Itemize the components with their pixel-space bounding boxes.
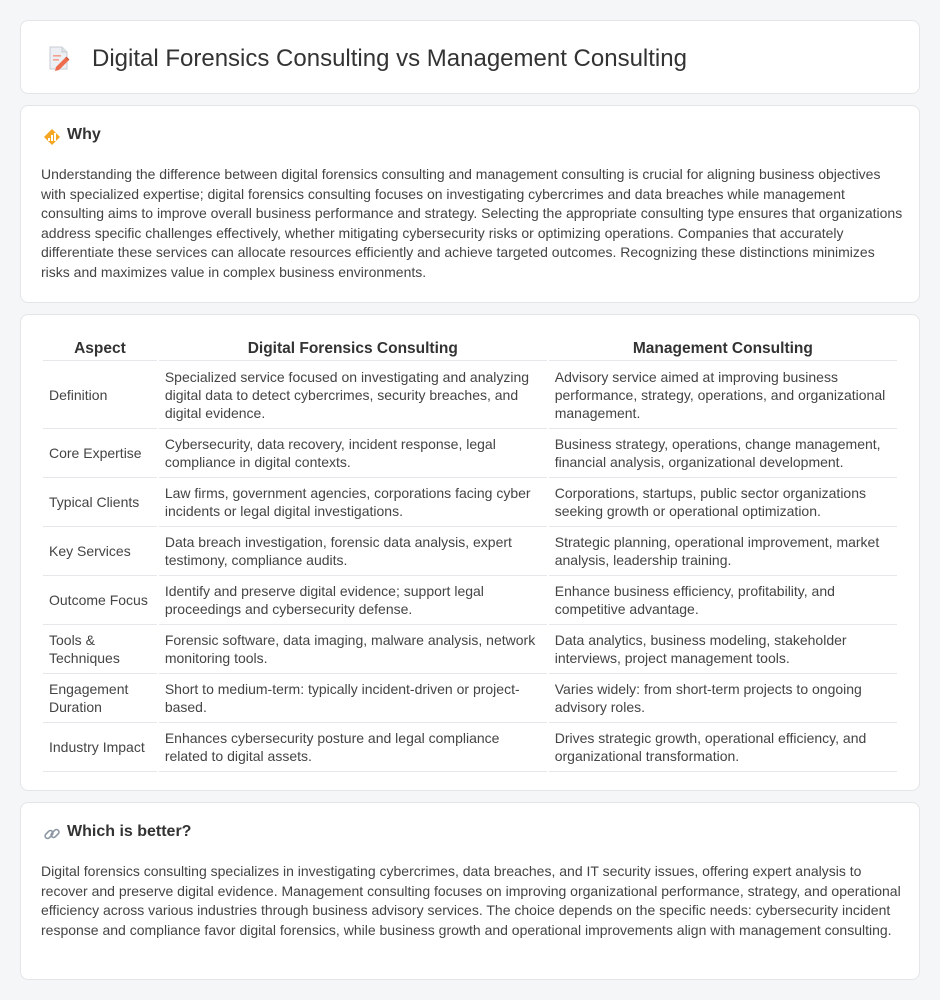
document-pencil-icon (47, 45, 71, 71)
table-row (43, 529, 897, 576)
which-is-better-text: Digital forensics consulting specializes in investigating cybercrimes, data breaches, and IT security issues, offering expert analysis to recover and preserve digital evidence. Management consulting focuses on improving organizational performance, strategy, and operational efficiency across various industries through business advisory services. The choice depends on the specific needs: cybersecurity incident response and compliance favor digital forensics, while business growth and operational improvements align with management consulting. (41, 863, 901, 938)
digital-forensics-cell: Specialized service focused on investigating and analyzing digital data to detect cybercrimes, security breaches, and digital evidence. (159, 363, 547, 429)
comparison-section (20, 314, 920, 791)
page-title: Digital Forensics Consulting vs Management Consulting (92, 45, 687, 72)
which-is-better-section (20, 802, 920, 980)
management-consulting-cell: Drives strategic growth, operational efficiency, and organizational transformation. (549, 725, 897, 772)
management-consulting-cell: Data analytics, business modeling, stakeholder interviews, project management tools. (549, 627, 897, 674)
digital-forensics-cell: Law firms, government agencies, corporations facing cyber incidents or legal digital investigations. (159, 480, 547, 527)
management-consulting-cell: Corporations, startups, public sector organizations seeking growth or operational optimization. (549, 480, 897, 527)
aspect-cell: Key Services (43, 529, 157, 576)
header-management-consulting: Management Consulting (549, 338, 897, 361)
aspect-cell: Tools & Techniques (43, 627, 157, 674)
aspect-cell: Outcome Focus (43, 578, 157, 625)
diamond-signal-icon (43, 128, 61, 146)
why-text: Understanding the difference between digital forensics consulting and management consulting is crucial for aligning business objectives with specialized expertise; digital forensics consulting focuses on investigating cybercrimes and data breaches while management consulting aims to improve overall business performance and strategy. Selecting the appropriate consulting type ensures that organizations address specific challenges effectively, whether mitigating cybersecurity risks or optimizing operations. Companies that accurately differentiate these services can allocate resources efficiently and achieve targeted outcomes. Recognizing these distinctions minimizes risks and maximizes value in complex business environments. (41, 166, 903, 280)
table-row (43, 578, 897, 625)
header-aspect: Aspect (43, 338, 157, 361)
table-header-row (43, 338, 897, 361)
table-row (43, 480, 897, 527)
aspect-cell: Definition (43, 363, 157, 429)
header-digital-forensics: Digital Forensics Consulting (159, 338, 547, 361)
aspect-cell: Core Expertise (43, 431, 157, 478)
header-card (20, 20, 920, 94)
digital-forensics-cell: Data breach investigation, forensic data analysis, expert testimony, compliance audits. (159, 529, 547, 576)
table-row (43, 627, 897, 674)
digital-forensics-cell: Enhances cybersecurity posture and legal compliance related to digital assets. (159, 725, 547, 772)
which-is-better-heading: Which is better? (67, 823, 192, 840)
management-consulting-cell: Varies widely: from short-term projects to ongoing advisory roles. (549, 676, 897, 723)
table-row (43, 363, 897, 429)
aspect-cell: Typical Clients (43, 480, 157, 527)
table-row (43, 725, 897, 772)
table-row (43, 431, 897, 478)
aspect-cell: Engagement Duration (43, 676, 157, 723)
management-consulting-cell: Enhance business efficiency, profitability, and competitive advantage. (549, 578, 897, 625)
link-icon (43, 825, 61, 843)
management-consulting-cell: Strategic planning, operational improvement, market analysis, leadership training. (549, 529, 897, 576)
digital-forensics-cell: Short to medium-term: typically incident-driven or project-based. (159, 676, 547, 723)
digital-forensics-cell: Identify and preserve digital evidence; support legal proceedings and cybersecurity defense. (159, 578, 547, 625)
why-heading: Why (67, 126, 101, 143)
comparison-table (41, 336, 899, 774)
table-row (43, 676, 897, 723)
digital-forensics-cell: Forensic software, data imaging, malware analysis, network monitoring tools. (159, 627, 547, 674)
management-consulting-cell: Business strategy, operations, change management, financial analysis, organizational development. (549, 431, 897, 478)
why-section (20, 105, 920, 303)
management-consulting-cell: Advisory service aimed at improving business performance, strategy, operations, and organizational management. (549, 363, 897, 429)
aspect-cell: Industry Impact (43, 725, 157, 772)
digital-forensics-cell: Cybersecurity, data recovery, incident response, legal compliance in digital contexts. (159, 431, 547, 478)
